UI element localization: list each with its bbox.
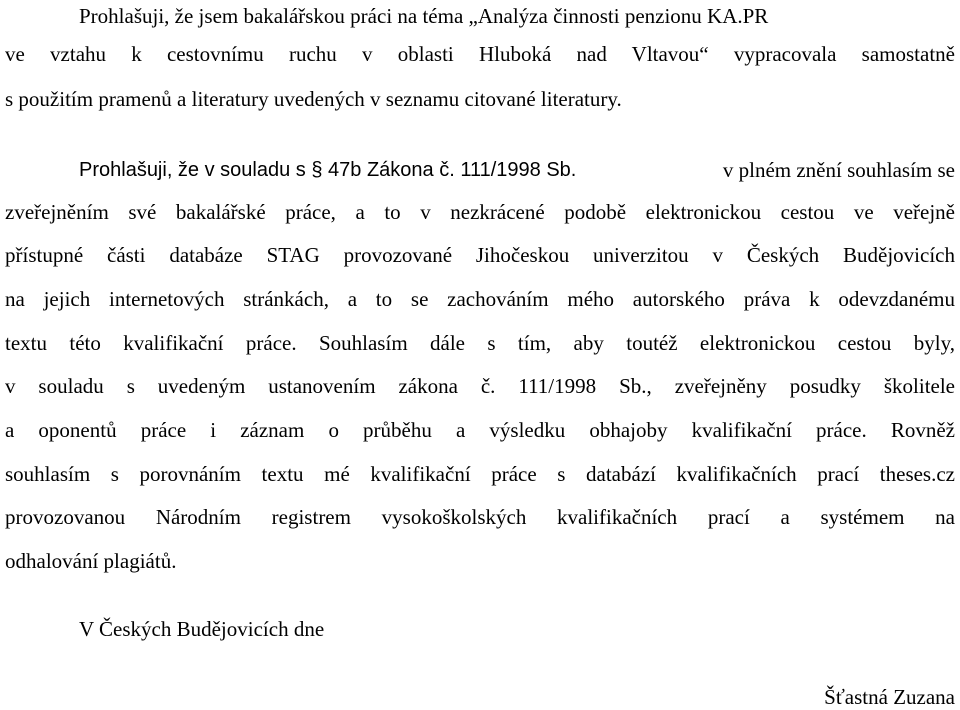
consent-line: odhalování plagiátů. [5, 549, 177, 573]
consent-first-line [79, 157, 955, 183]
consent-line: v souladu s uvedeným ustanovením zákona č. 111/1998 Sb., zveřejněny posudky školitele [5, 374, 955, 398]
consent-line: na jejich internetových stránkách, a to se zachováním mého autorského práva k odevzdanému [5, 287, 955, 311]
consent-line-part: Prohlašuji, že v souladu s § 47b Zákona č. 111/1998 Sb. [79, 159, 577, 181]
place-date-line: V Českých Budějovicích dne [79, 617, 325, 641]
signature-name: Šťastná Zuzana [824, 685, 955, 709]
declaration-line: s použitím pramenů a literatury uvedených v seznamu citované literatury. [5, 87, 622, 111]
consent-line: přístupné části databáze STAG provozované Jihočeskou univerzitou v Českých Budějovicích [5, 243, 955, 267]
consent-line: zveřejněním své bakalářské práce, a to v nezkrácené podobě elektronickou cestou ve veřejně [5, 200, 955, 224]
consent-line-part: v plném znění souhlasím se [722, 158, 955, 182]
consent-line: a oponentů práce i záznam o průběhu a výsledku obhajoby kvalifikační práce. Rovněž [5, 418, 955, 442]
declaration-line: Prohlašuji, že jsem bakalářskou práci na téma „Analýza činnosti penzionu KA.PR [79, 4, 769, 28]
consent-line: provozovanou Národním registrem vysokoškolských kvalifikačních prací a systémem na [5, 505, 955, 529]
consent-line: textu této kvalifikační práce. Souhlasím dále s tím, aby toutéž elektronickou cestou byly, [5, 331, 955, 355]
consent-line: souhlasím s porovnáním textu mé kvalifikační práce s databází kvalifikačních prací theses.cz [5, 462, 955, 486]
declaration-line: ve vztahu k cestovnímu ruchu v oblasti Hluboká nad Vltavou“ vypracovala samostatně [5, 42, 955, 66]
